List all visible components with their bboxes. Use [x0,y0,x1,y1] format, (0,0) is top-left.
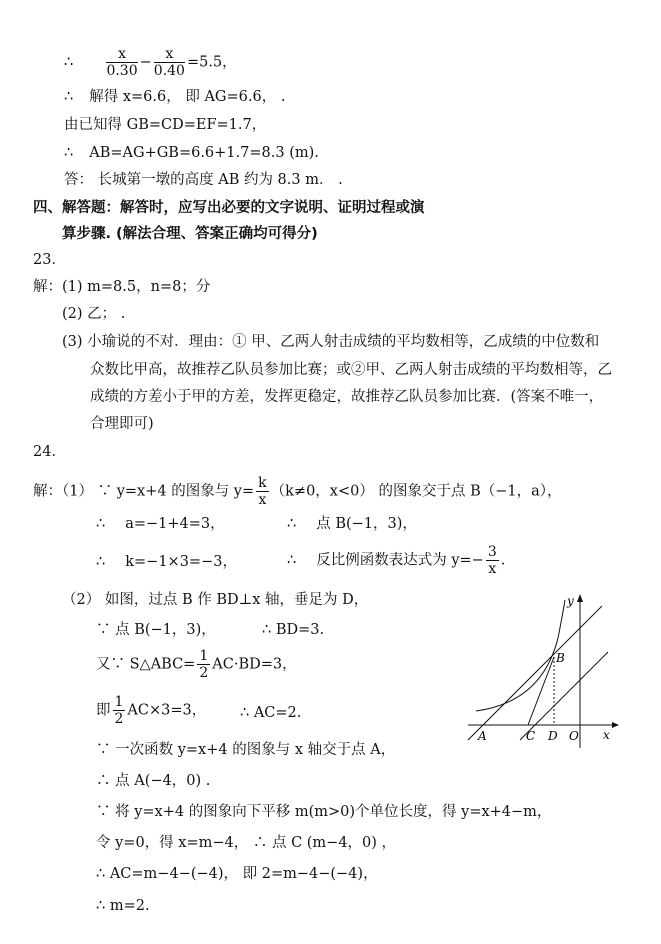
question-24-number: 24． [33,444,66,460]
line-known: 由已知得 GB=CD=EF=1.7， [64,117,267,133]
q23-part-1: 解：(1) m=8.5，n=8；分 [33,279,211,295]
q24-part-1-line-2b: ∴ 点 B(−1，3)， [287,516,417,532]
q23-part-3-line-3: 成绩的方差小于甲的方差，发挥更稳定，故推荐乙队员参加比赛．(答案不唯一， [90,389,604,405]
q24-part-2-line-10: ∴ m=2. [96,898,150,914]
q24-part-2-line-5: ∵ 一次函数 y=x+4 的图象与 x 轴交于点 A， [96,742,396,758]
q24-part-2-line-9: ∴ AC=m−4−(−4)， 即 2=m−4−(−4)， [96,866,378,882]
q24-part-1-line-3b: ∴ 反比例函数表达式为 y=− $\frac{3}{x}$ . [287,544,506,577]
fraction-x-over-040: $\frac{x}{0.40}$ [153,46,185,79]
q24-part-1-line-1: 解：（1） ∵ y=x+4 的图象与 y= $\frac{k}{x}$ （k≠0，x<0） 的图象交于点 B（−1，a）， [33,475,562,508]
q24-part-2-line-6: ∴ 点 A(−4，0) . [96,773,211,789]
q24-part-2-line-2: ∵ 点 B(−1，3)， [96,622,216,638]
q23-part-3-line-1: (3) 小瑜说的不对．理由：① 甲、乙两人射击成绩的平均数相等，乙成绩的中位数和 [62,334,600,350]
coordinate-figure [462,590,622,750]
q24-part-1-line-3: ∴ k=−1×3=−3， [96,554,237,570]
q23-part-3-line-4: 合理即可) [90,416,154,432]
therefore-symbol: ∴ [64,54,74,71]
q24-part-2-line-4b: ∴ AC=2. [240,705,302,721]
section-4-heading-cont: 算步骤. (解法合理、答案正确均可得分) [62,226,318,242]
q24-part-2-line-4: 即 $\frac{1}{2}$ AC×3=3， [96,694,207,727]
line-y-x-plus-4 [468,606,602,740]
fraction-3-over-x: $\frac{3}{x}$ [487,544,497,577]
hyperbola-branch [476,600,565,711]
label-b: B [556,651,565,665]
line-equation: ∴ $\frac{x}{0.30}$ − $\frac{x}{0.40}$ =5.5， [64,46,237,79]
fraction-one-half-2: $\frac{1}{2}$ [114,694,124,727]
line-ab: ∴ AB=AG+GB=6.6+1.7=8.3 (m). [64,145,319,161]
fraction-k-over-x: $\frac{k}{x}$ [258,475,267,508]
q23-part-2: (2) 乙； . [62,306,126,322]
q24-part-2-line-1: （2） 如图，过点 B 作 BD⊥x 轴，垂足为 D， [62,592,369,608]
label-c: C [526,729,536,743]
line-answer: 答： 长城第一墩的高度 AB 约为 8.3 m． . [64,172,343,188]
label-o: O [569,729,579,743]
line-solve: ∴ 解得 x=6.6， 即 AG=6.6， . [64,89,286,105]
label-x: x [603,728,610,742]
question-23-number: 23． [33,252,66,268]
q24-part-2-line-7: ∵ 将 y=x+4 的图象向下平移 m(m>0)个单位长度，得 y=x+4−m， [96,804,552,820]
q24-part-1-line-2: ∴ a=−1+4=3， [96,516,225,532]
y-axis-arrow [577,594,583,602]
label-d: D [548,729,558,743]
q23-part-3-line-2: 众数比甲高，故推荐乙队员参加比赛；或②甲、乙两人射击成绩的平均数相等，乙 [90,362,612,378]
fraction-x-over-030: $\frac{x}{0.30}$ [106,46,138,79]
section-4-heading: 四、解答题：解答时，应写出必要的文字说明、证明过程或演 [33,200,425,216]
q24-part-2-line-8: 令 y=0，得 x=m−4， ∴ 点 C (m−4，0) ， [96,835,397,851]
line-shifted [520,652,608,740]
label-a: A [478,729,487,743]
label-y: y [567,594,574,608]
q24-part-2-line-2b: ∴ BD=3. [262,622,325,638]
fraction-one-half: $\frac{1}{2}$ [199,648,209,681]
x-axis-arrow [612,722,619,728]
q24-part-2-line-3: 又∵ S△ABC= $\frac{1}{2}$ AC·BD=3， [96,648,297,681]
